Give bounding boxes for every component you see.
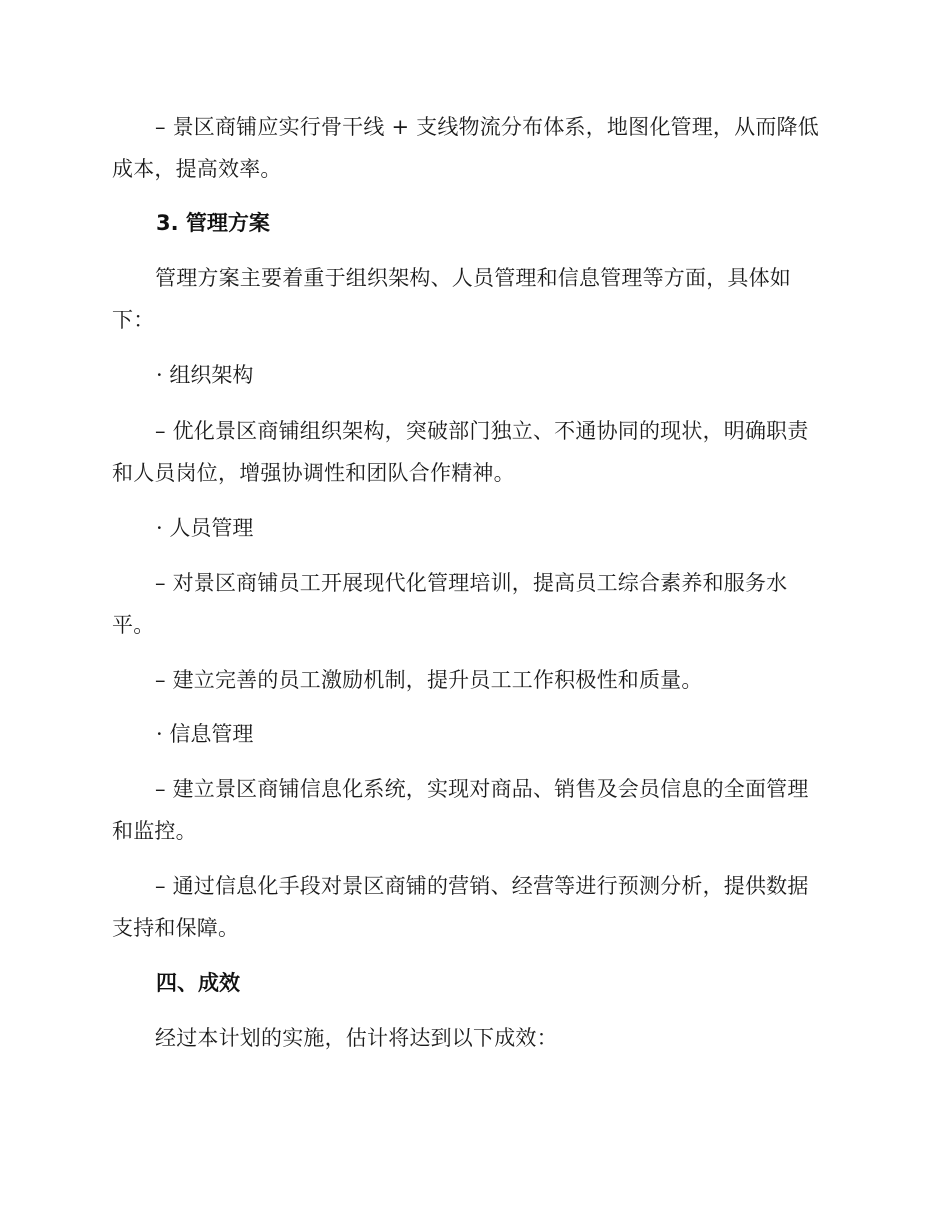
information-system-paragraph: – 建立景区商铺信息化系统，实现对商品、销售及会员信息的全面管理和监控。 [112, 777, 809, 843]
organization-structure-paragraph: – 优化景区商铺组织架构，突破部门独立、不通协同的现状，明确职责和人员岗位，增强协调性和团队合作精神。 [112, 419, 809, 485]
results-intro-paragraph: 经过本计划的实施，估计将达到以下成效： [155, 1026, 558, 1050]
bullet-organization-structure: · 组织架构 [156, 363, 254, 387]
section-heading-management-plan: 3. 管理方案 [156, 211, 270, 235]
bullet-information-management: · 信息管理 [156, 722, 254, 746]
logistics-paragraph: – 景区商铺应实行骨干线 + 支线物流分布体系，地图化管理，从而降低成本，提高效率。 [112, 115, 819, 181]
bullet-personnel-management: · 人员管理 [156, 516, 254, 540]
forecast-analysis-paragraph: – 通过信息化手段对景区商铺的营销、经营等进行预测分析，提供数据支持和保障。 [112, 874, 809, 940]
section-heading-results: 四、成效 [156, 971, 240, 995]
staff-incentive-paragraph: – 建立完善的员工激励机制，提升员工工作积极性和质量。 [155, 668, 703, 692]
management-plan-intro-paragraph: 管理方案主要着重于组织架构、人员管理和信息管理等方面，具体如下： [112, 266, 791, 332]
staff-training-paragraph: – 对景区商铺员工开展现代化管理培训，提高员工综合素养和服务水平。 [112, 571, 788, 637]
